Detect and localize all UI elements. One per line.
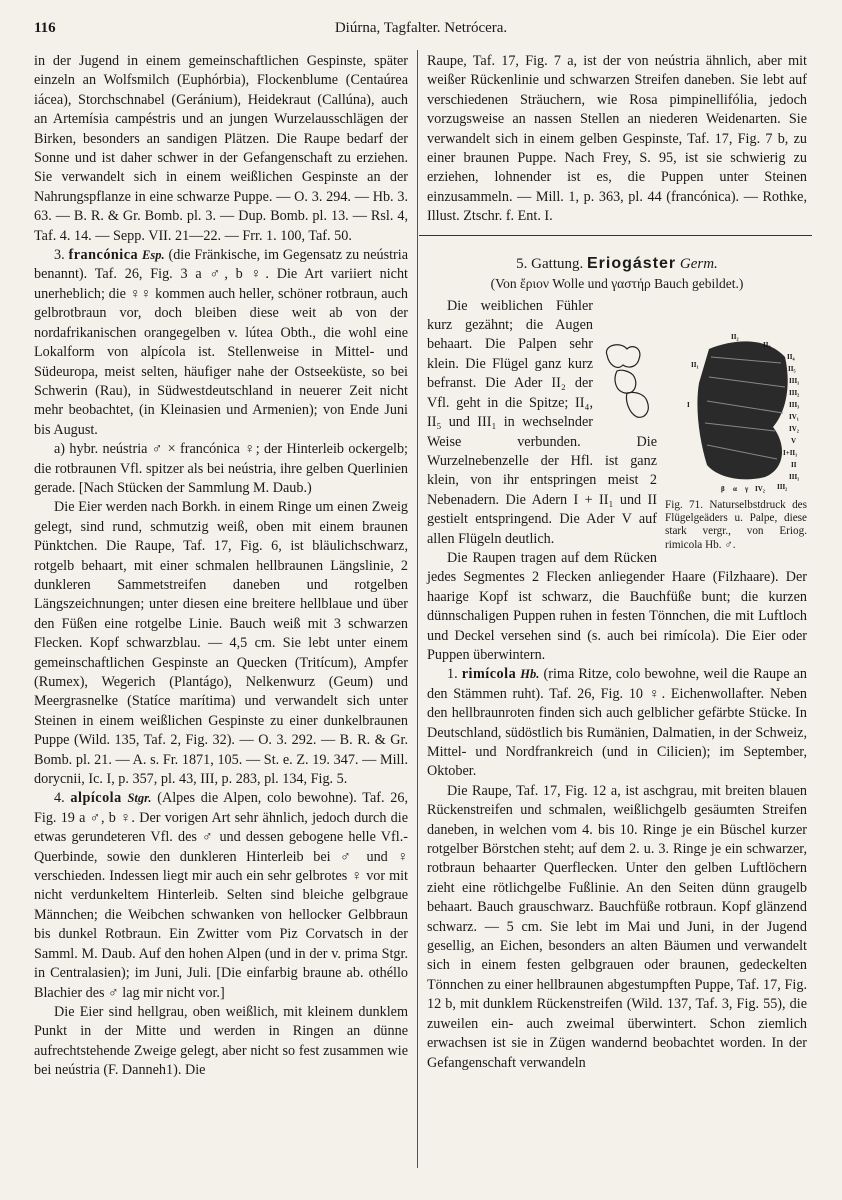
right-column bbox=[427, 52, 807, 1073]
vein-label: I+II₁ bbox=[783, 448, 798, 457]
genus-heading: 5. Gattung. Eriogáster Germ. bbox=[516, 254, 718, 272]
vein-label: I bbox=[687, 400, 690, 409]
vein-label: II₂ bbox=[731, 332, 739, 341]
vein-label: IV₂ bbox=[755, 484, 765, 493]
vein-label: II bbox=[791, 460, 797, 469]
vein-label: V bbox=[791, 436, 797, 445]
species-entry-francónica: 3. francónica Esp. (die Fränkische, im Gegensatz zu neústria benannt). Taf. 26, Fig. 3 a ♂, b ♀. Die Art variiert nicht unerheblich; die ♀♀ kommen auch heller, schöner rotbraun, auch gelbrotbraun vor, doch bleiben diese weit ab von der nordafrikanischen orangegelben v. lútea Obth., die wohl eine Lokalform von alpícola ist. Stellenweise in Mittel- und Südeuropa, meist selten, häufiger nahe der Ostseeküste, so bei Schwerin (Rau), in Südwestdeutschland in neuerer Zeit nicht mehr beobachtet, (in Kleinasien und Armenien); von Ende Juni bis August. bbox=[34, 247, 409, 438]
vein-label: II₁ bbox=[691, 360, 699, 369]
genus-name: Eriogáster bbox=[587, 254, 677, 272]
species-name: rimícola bbox=[461, 666, 517, 683]
page-number: 116 bbox=[34, 20, 56, 36]
paragraph: Die Eier werden nach Borkh. in einem Ringe um einen Zweig gelegt, sind rund, schmutzig weiß, oben mit einem braunen Pünktchen. Die Raupe, Taf. 17, Fig. 6, ist bläulichschwarz, rotgelb behaart, mit einer schmalen hellbraunen Längslinie, 2 dunkleren Sammetstreifen daneben und rotgelben Längszeichnungen; unter diesen eine breitere hellblaue und über den Füßen eine rotgelbe Linie. Bauch weiß mit 3 schwarzen Flecken. Kopf schwarzblau. — 4,5 cm. Sie lebt unter einem gemeinschaftlichen Gespinste an Quecken (Tritícum), Ampfer (Rumex), Wegerich (Plantágo), Nelkenwurz (Geum) und Meergrasnelke (Statíce marítima) und verwandelt sich unter Steinen in einem weißlichen Gespinste zu einer dunkelbraunen Puppe (Wild. 135, Taf. 2, Fig. 32). — O. 3. 292. — B. R. & Gr. Bomb. pl. 21. — A. s. Fr. 1871, 105. — St. e. Z. 19. 347. — Mill. dorycnii, Ic. I, p. 357, pl. 43, III, p. 283, pl. 134, Fig. 5. bbox=[34, 499, 408, 788]
species-author: Stgr. bbox=[127, 791, 152, 806]
vein-label: III₂ bbox=[789, 388, 800, 397]
page-header bbox=[34, 20, 808, 42]
paragraph-genus-description: Die weiblichen Fühler kurz gezähnt; die Augen behaart. Die Palpen sehr klein. Die Flügel ganz kurz befranst. Die Ader II₂ der Vfl. geht in die Spitze; II₄, II₅ und III₁ in wechselnder Weise verbunden. Die Wurzelnebenzelle der Hfl. ist ganz klein, von ihr entspringen meist 2 Nebenadern. Die Adern I + II₁ und II gestielt entspringend. Die Ader V auf allen Flügeln deutlich. bbox=[427, 297, 657, 547]
species-entry-alpícola: 4. alpícola Stgr. (Alpes die Alpen, colo bewohne). Taf. 26, Fig. 19 a ♂, b ♀. Der vorigen Art sehr ähnlich, jedoch durch die etwas gerundeteren Vfl. des ♂ und dessen gebogene helle Vfl.-Querbinde, sowie den dunkleren Hinterleib bei ♂ und ♀ verschieden. Indessen liegt mir auch ein sehr gelbrotes ♀ vor mit nicht verdunkeltem Hinterleib. Selten sind bleiche gelbgraue Männchen; die Weibchen schwanken von hellocker Gelbbraun bis dunkel Rotbraun. Ein Zwitter vom Piz Corvatsch in der Samml. M. Daub. Auf den hohen Alpen (und in der v. prima Stgr. in Centralasien); im Juni, Juli. [Die einfarbig braune ab. othéllo Blachier des ♂ lag mir nicht vor.] bbox=[34, 790, 409, 1001]
wing-venation-figure bbox=[665, 327, 807, 495]
vein-label: III₂ bbox=[777, 482, 788, 491]
vein-label: III₃ bbox=[789, 400, 800, 409]
section-rule bbox=[419, 235, 812, 236]
vein-label: IV₁ bbox=[789, 412, 799, 421]
vein-label: III₁ bbox=[789, 472, 800, 481]
column-divider bbox=[417, 50, 418, 1168]
palpus-drawing bbox=[599, 341, 655, 421]
vein-label: β bbox=[721, 484, 725, 493]
genus-etymology: (Von ἔριον Wolle und γαστήρ Bauch gebildet.) bbox=[490, 275, 744, 291]
species-name: francónica bbox=[68, 247, 139, 264]
paragraph: Die Raupen tragen auf dem Rücken jedes Segmentes 2 Flecken anliegender Haare (Filzhaare). Der haarige Kopf ist schwarz, die Bauchfüße bunt; die kurzen dünnschaligen Puppen ruhen in festen Tönnchen, die mit Luftloch und Deckel versehen sind (s. auch bei rimícola). Die Eier oder Puppen überwintern. bbox=[427, 549, 807, 663]
figure-caption: Fig. 71. Naturselbstdruck des Flügelgeäders u. Palpe, diese stark vergr., von Eriog. rimicola Hb. ♂. bbox=[665, 498, 807, 551]
vein-label: α bbox=[733, 484, 737, 493]
genus-author: Germ. bbox=[679, 255, 718, 272]
species-name: alpícola bbox=[70, 790, 122, 807]
species-author: Hb. bbox=[520, 667, 540, 682]
vein-label: II₅ bbox=[788, 364, 796, 373]
running-head: Diúrna, Tagfalter. Netrócera. bbox=[334, 20, 508, 36]
vein-label: II₃ bbox=[763, 340, 771, 349]
paragraph: in der Jugend in einem gemeinschaftlichen Gespinste, später einzeln an Wolfsmilch (Euphórbia), Flockenblume (Centaúrea iácea), Storchschnabel (Geránium), Heidekraut (Callúna), auch an Artemísia campéstris und an jungen Wurzelausschlägen der Birken, besonders an sandigen Plätzen. Die Raupe bedarf der Sonne und ist daher schwer in der Gefangenschaft zu erziehen. Sie verwandelt sich in einem weißlichen Gespinste an der Nahrungspflanze in eine schwarze Puppe. — O. 3. 294. — Hb. 3. 63. — B. R. & Gr. Bomb. pl. 3. — Dup. Bomb. pl. 13. — Rsl. 4, Taf. 4. 14. — Sepp. VII. 21—22. — Frr. 1. 100, Taf. 50. bbox=[34, 53, 408, 244]
vein-label: II₄ bbox=[787, 352, 795, 361]
paragraph: Die Eier sind hellgrau, oben weißlich, mit kleinem dunklem Punkt in der Mitte und werden in Ringen an dünne aufrechtstehende Zweige gelegt, aber nicht so fest zusammen wie bei neústria (F. Danneh1). Die bbox=[34, 1003, 408, 1079]
vein-label: γ bbox=[745, 484, 749, 493]
figure-71 bbox=[665, 327, 807, 553]
paragraph: a) hybr. neústria ♂ × francónica ♀; der Hinterleib ockergelb; die rotbraunen Vfl. spitzer als bei neústria, ihre gelben Querlinien gerade. [Nach Stücken der Sammlung M. Daub.) bbox=[34, 441, 408, 496]
paragraph: Die Raupe, Taf. 17, Fig. 12 a, ist aschgrau, mit breiten blauen Rückenstreifen und schmalen, weißlichgelb gesäumten Streifen daneben, in welchen vom 4. bis 10. Ringe je ein Büschel kurzer rotgelber Börstchen steht; auf dem 2. u. 3. Ringe je ein schwarzer, rotbraun behaarter Querflecken. Unter den gelben Luftlöchern zieht eine rötlichgelbe Fußlinie. An den Seiten dünn graugelb behaart. Bauch grauschwarz. Bauchfüße rotbraun. Kopf glänzend schwarz. — 5 cm. Sie lebt im Mai und Juni, in der Jugend gesellig, an Eichen, besonders an alten Bäumen und verwandelt sich in einem festen gelbgrauen oder braunen, gedeckelten Tönnchen zu einer hellbraunen abgestumpften Puppe, Taf. 17, Fig. 12 b, mit dunklem Rückenstreifen (Wild. 137, Taf. 3, Fig. 55), die zuweilen ein- auch zweimal überwintert. Schon ziemlich erwachsen ist sie in Zügen wandernd beobachtet worden. In der Gefangenschaft verwandeln bbox=[427, 782, 807, 1071]
paragraph: Raupe, Taf. 17, Fig. 7 a, ist der von neústria ähnlich, aber mit weißer Rückenlinie und schwarzen Streifen daneben. Sie lebt auf verschiedenen Sträuchern, wie Rosa pimpinellifólia, jedoch vorzugsweise an nassen Stellen an niederen Weidenarten. Sie verwandelt sich in einem gelben Gespinste, Taf. 17, Fig. 7 b, zu einer braunen Puppe. Nach Frey, S. 95, ist sie schwierig zu erziehen, lohnender ist es, die Puppen unter Steinen einzusammeln. — Mill. 1, p. 363, pl. 44 (francónica). — Rothke, Illust. Ztschr. f. Ent. I. bbox=[427, 53, 807, 225]
vein-label: III₁ bbox=[789, 376, 800, 385]
species-entry-rimícola: 1. rimícola Hb. (rima Ritze, colo bewohne, weil die Raupe an den Stämmen ruht). Taf. 26, Fig. 10 ♀. Eichenwollafter. Neben den hellbraunroten finden sich auch gelblicher gefärbte Stücke. In Deutschland, südöstlich bis Rumänien, Dalmatien, in der Schweiz, Mittel- und Nordfrankreich (und in Cilicien); im September, Oktober. bbox=[427, 666, 808, 780]
species-author: Esp. bbox=[142, 248, 165, 263]
left-column bbox=[34, 52, 408, 1081]
vein-label: IV₂ bbox=[789, 424, 799, 433]
